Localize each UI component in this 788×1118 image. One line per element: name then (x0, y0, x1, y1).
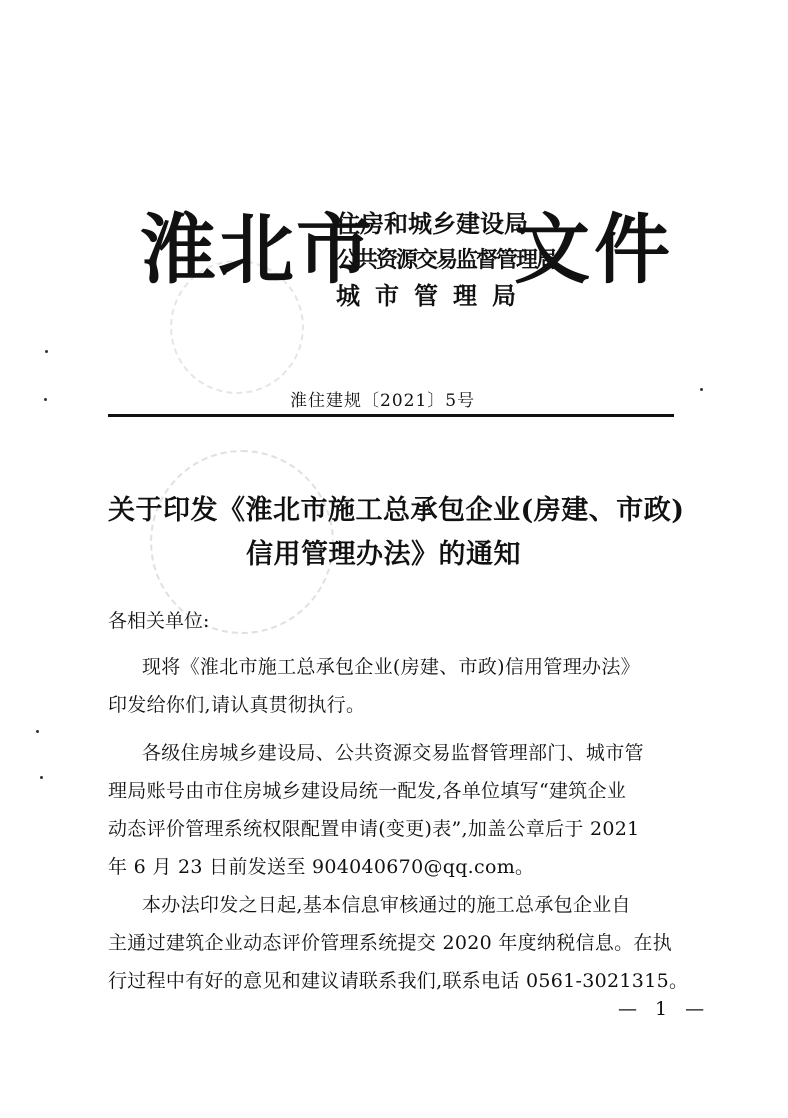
paragraph-1-line-2: 印发给你们,请认真贯彻执行。 (108, 694, 366, 716)
page-number: — 1 — (618, 998, 711, 1020)
salutation: 各相关单位: (108, 610, 210, 632)
paragraph-2-line-4: 年 6 月 23 日前发送至 904040670@qq.com。 (108, 856, 535, 878)
paragraph-3-line-3: 行过程中有好的意见和建议请联系我们,联系电话 0561-3021315。 (108, 970, 689, 992)
header-org-trading: 公共资源交易监督管理局 (336, 247, 557, 273)
scan-speck (44, 398, 47, 401)
paragraph-1-line-1: 现将《淮北市施工总承包企业(房建、市政)信用管理办法》 (142, 656, 640, 678)
document-title-line-1: 关于印发《淮北市施工总承包企业(房建、市政) (108, 495, 685, 526)
scan-speck (40, 776, 43, 779)
paragraph-3-line-2: 主通过建筑企业动态评价管理系统提交 2020 年度纳税信息。在执 (108, 932, 673, 954)
header-city: 淮北市 (140, 205, 374, 294)
header-org-housing: 住房和城乡建设局 (336, 209, 528, 238)
document-title-line-2: 信用管理办法》的通知 (246, 539, 521, 570)
document-number: 淮住建规〔2021〕5号 (290, 391, 476, 411)
header-divider (108, 414, 674, 417)
header-document-word: 文件 (514, 205, 674, 294)
header-org-city-management: 城市管理局 (336, 281, 531, 310)
paragraph-2-line-3: 动态评价管理系统权限配置申请(变更)表”,加盖公章后于 2021 (108, 818, 640, 840)
scan-speck (700, 388, 703, 391)
paragraph-3-line-1: 本办法印发之日起,基本信息审核通过的施工总承包企业自 (142, 894, 631, 916)
scan-speck (45, 350, 48, 353)
paragraph-2-line-2: 理局账号由市住房城乡建设局统一配发,各单位填写“建筑企业 (108, 780, 627, 802)
scan-speck (36, 730, 39, 733)
paragraph-2-line-1: 各级住房城乡建设局、公共资源交易监督管理部门、城市管 (142, 742, 644, 764)
